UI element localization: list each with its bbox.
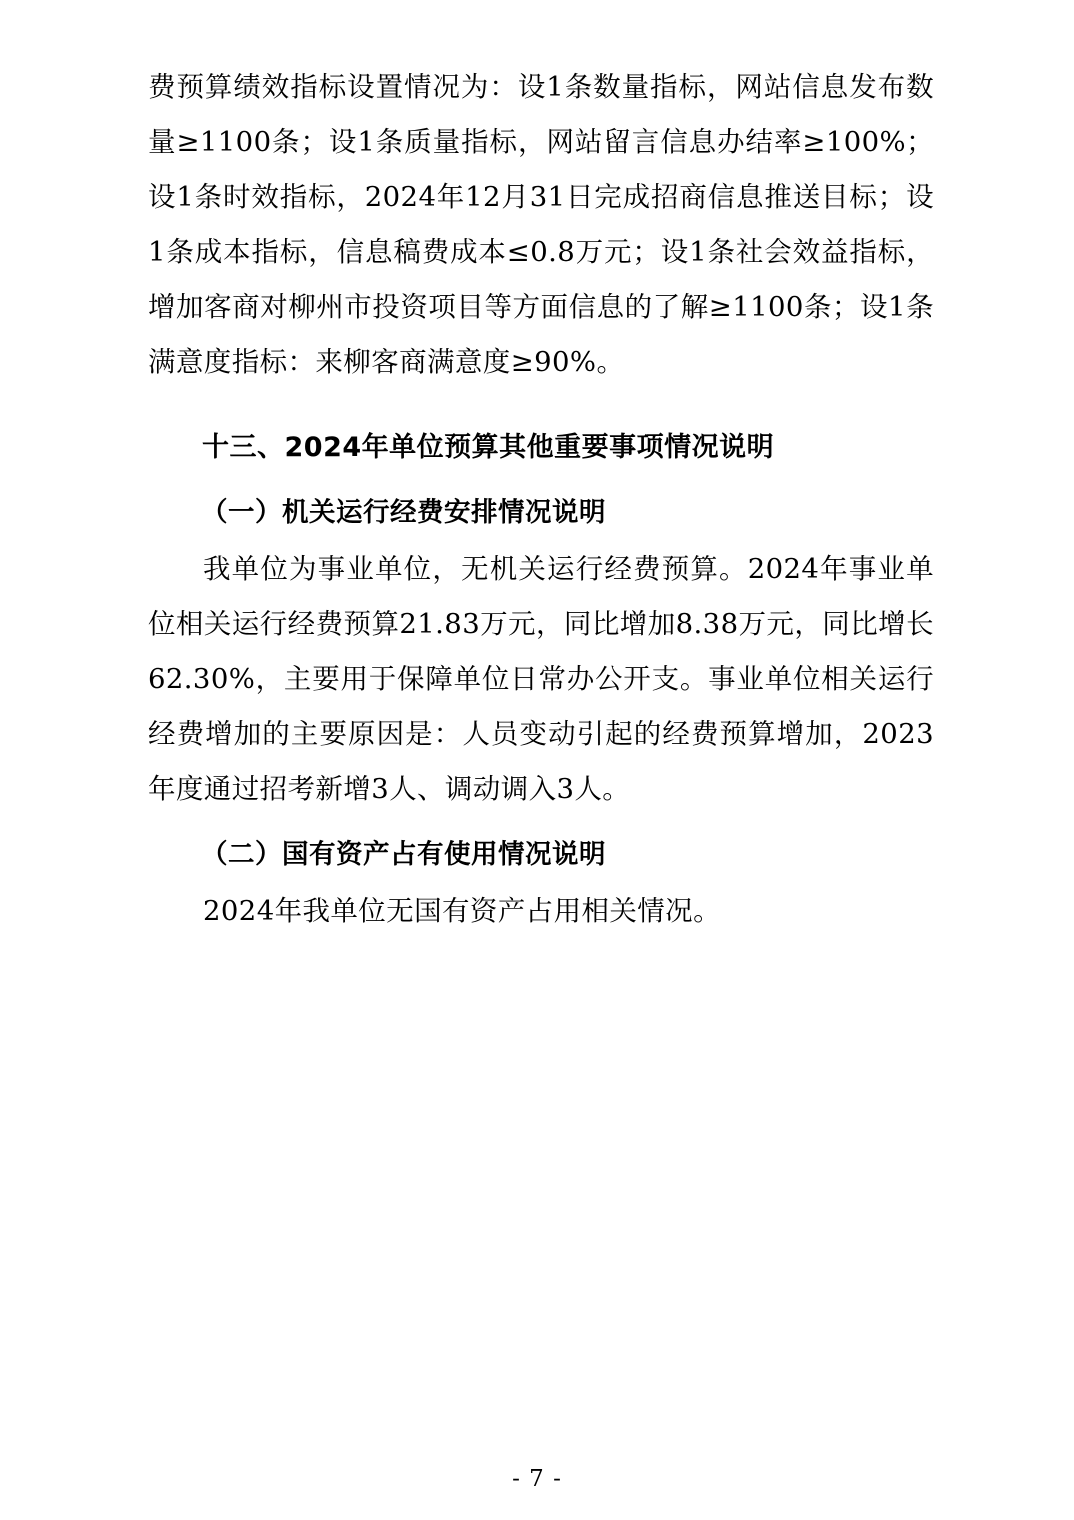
paragraph-state-owned-assets: 2024年我单位无国有资产占用相关情况。 <box>203 895 721 927</box>
paragraph-organ-operating-expenses: 我单位为事业单位，无机关运行经费预算。2024年事业单位相关运行经费预算21.83万元，同比增加8.38万元，同比增长62.30%，主要用于保障单位日常办公开支。事业单位相关运行经费增加的主要原因是：人员变动引起的经费预算增加，2023年度通过招考新增3人、调动调入3人。 <box>148 553 934 805</box>
section-heading-other-matters: 十三、2024年单位预算其他重要事项情况说明 <box>202 432 775 463</box>
section-spacer <box>148 390 934 398</box>
page-number-footer: - 7 - <box>512 1466 562 1492</box>
subsection-heading-state-owned-assets: （二）国有资产占有使用情况说明 <box>201 839 606 870</box>
subsection-heading-organ-operating-expenses: （一）机关运行经费安排情况说明 <box>201 497 606 528</box>
paragraph-performance-indicators: 费预算绩效指标设置情况为：设1条数量指标，网站信息发布数量≥1100条；设1条质量指标，网站留言信息办结率≥100%；设1条时效指标，2024年12月31日完成招商信息推送目标；设1条成本指标，信息稿费成本≤0.8万元；设1条社会效益指标，增加客商对柳州市投资项目等方面信息的了解≥1100条；设1条满意度指标：来柳客商满意度≥90%。 <box>148 71 934 378</box>
